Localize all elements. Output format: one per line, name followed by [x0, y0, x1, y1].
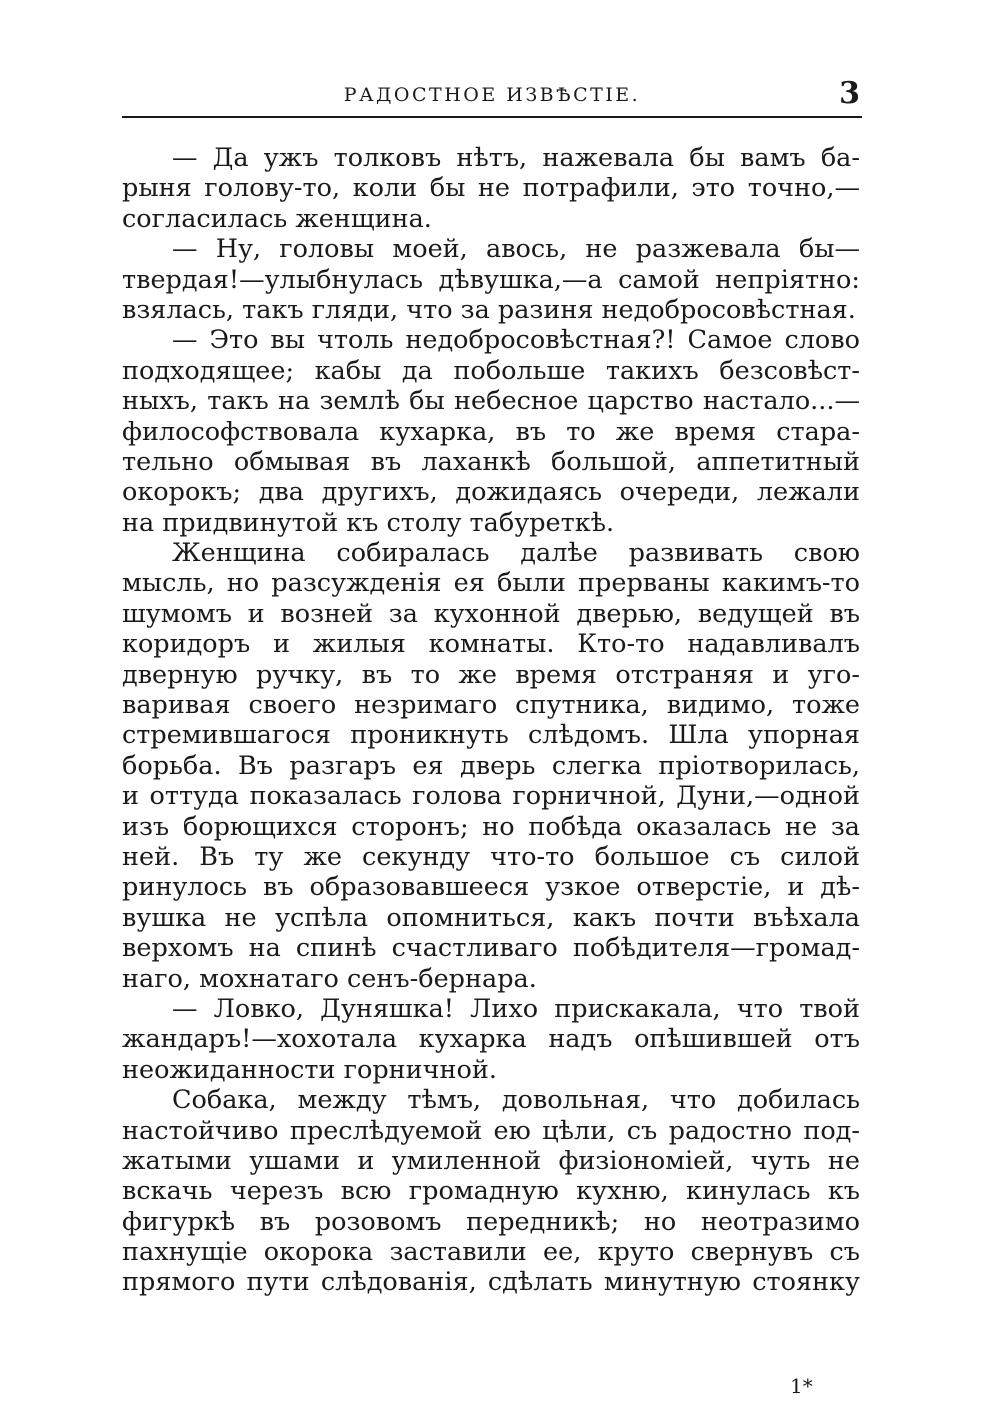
- text-line: фигуркѣ въ розовомъ передникѣ; но неотразимо: [122, 1206, 860, 1237]
- text-line: взялась, такъ гляди, что за разиня недобросовѣстная.: [122, 294, 856, 325]
- body-text: [122, 143, 860, 1298]
- text-line: прямого пути слѣдованія, сдѣлать минутную стоянку: [122, 1267, 860, 1298]
- text-line: вскачь черезъ всю громадную кухню, кинулась къ: [122, 1176, 860, 1207]
- text-line: наго, мохнатаго сенъ-бернара.: [122, 963, 537, 994]
- text-line: варивая своего незримаго спутника, видимо, тоже: [122, 690, 860, 721]
- text-line: дверную ручку, въ то же время отстраняя и уго-: [122, 659, 860, 690]
- text-line: — Ловко, Дуняшка! Лихо прискакала, что твой: [172, 993, 860, 1024]
- signature-mark: 1*: [790, 1374, 813, 1398]
- text-line: борьба. Въ разгаръ ея дверь слегка пріотворилась,: [122, 750, 860, 781]
- page-header: [122, 76, 862, 118]
- text-line: коридоръ и жилыя комнаты. Кто-то надавливалъ: [122, 629, 860, 660]
- page-number: 3: [839, 76, 860, 111]
- text-line: верхомъ на спинѣ счастливаго побѣдителя—громад-: [122, 933, 860, 964]
- text-line: жандаръ!—хохотала кухарка надъ опѣшившей отъ: [122, 1024, 860, 1055]
- text-line: стремившагося проникнуть слѣдомъ. Шла упорная: [122, 720, 860, 751]
- text-line: ней. Въ ту же секунду что-то большое съ силой: [122, 841, 860, 872]
- text-line: изъ борющихся сторонъ; но побѣда оказалась не за: [122, 811, 860, 842]
- text-line: мысль, но разсужденія ея были прерваны какимъ-то: [122, 568, 860, 599]
- text-line: ныхъ, такъ на землѣ бы небесное царство настало...—: [122, 386, 860, 417]
- text-line: пахнущіе окорока заставили ее, круто свернувъ съ: [122, 1237, 860, 1268]
- text-line: на придвинутой къ столу табуреткѣ.: [122, 507, 615, 538]
- text-line: вушка не успѣла опомниться, какъ почти въѣхала: [122, 902, 860, 933]
- text-line: рыня голову-то, коли бы не потрафили, это точно,—: [122, 173, 860, 204]
- text-line: и оттуда показалась голова горничной, Дуни,—одной: [122, 781, 860, 812]
- text-line: ринулось въ образовавшееся узкое отверстіе, и дѣ-: [122, 872, 860, 903]
- text-line: — Ну, головы моей, авось, не разжевала бы—: [172, 234, 860, 265]
- text-line: Женщина собиралась далѣе развивать свою: [172, 538, 860, 569]
- text-line: окорокъ; два другихъ, дожидаясь очереди, лежали: [122, 477, 860, 508]
- text-line: твердая!—улыбнулась дѣвушка,—а самой непріятно:: [122, 264, 860, 295]
- text-line: — Да ужъ толковъ нѣтъ, нажевала бы вамъ ба-: [172, 143, 860, 173]
- text-line: неожиданности горничной.: [122, 1054, 497, 1085]
- text-line: шумомъ и возней за кухонной дверью, ведущей въ: [122, 598, 860, 629]
- text-line: согласилась женщина.: [122, 203, 432, 234]
- text-line: подходящее; кабы да побольше такихъ безсовѣст-: [122, 355, 860, 386]
- text-line: тельно обмывая въ лаханкѣ большой, аппетитный: [122, 446, 860, 477]
- running-title: РАДОСТНОЕ ИЗВѢСТІЕ.: [343, 84, 641, 106]
- text-line: — Это вы чтоль недобросовѣстная?! Самое слово: [172, 325, 860, 356]
- text-line: философствовала кухарка, въ то же время стара-: [122, 416, 860, 447]
- text-line: настойчиво преслѣдуемой ею цѣли, съ радостно под-: [122, 1115, 860, 1146]
- text-line: жатыми ушами и умиленной физіономіей, чуть не: [122, 1145, 860, 1176]
- text-line: Собака, между тѣмъ, довольная, что добилась: [172, 1085, 860, 1116]
